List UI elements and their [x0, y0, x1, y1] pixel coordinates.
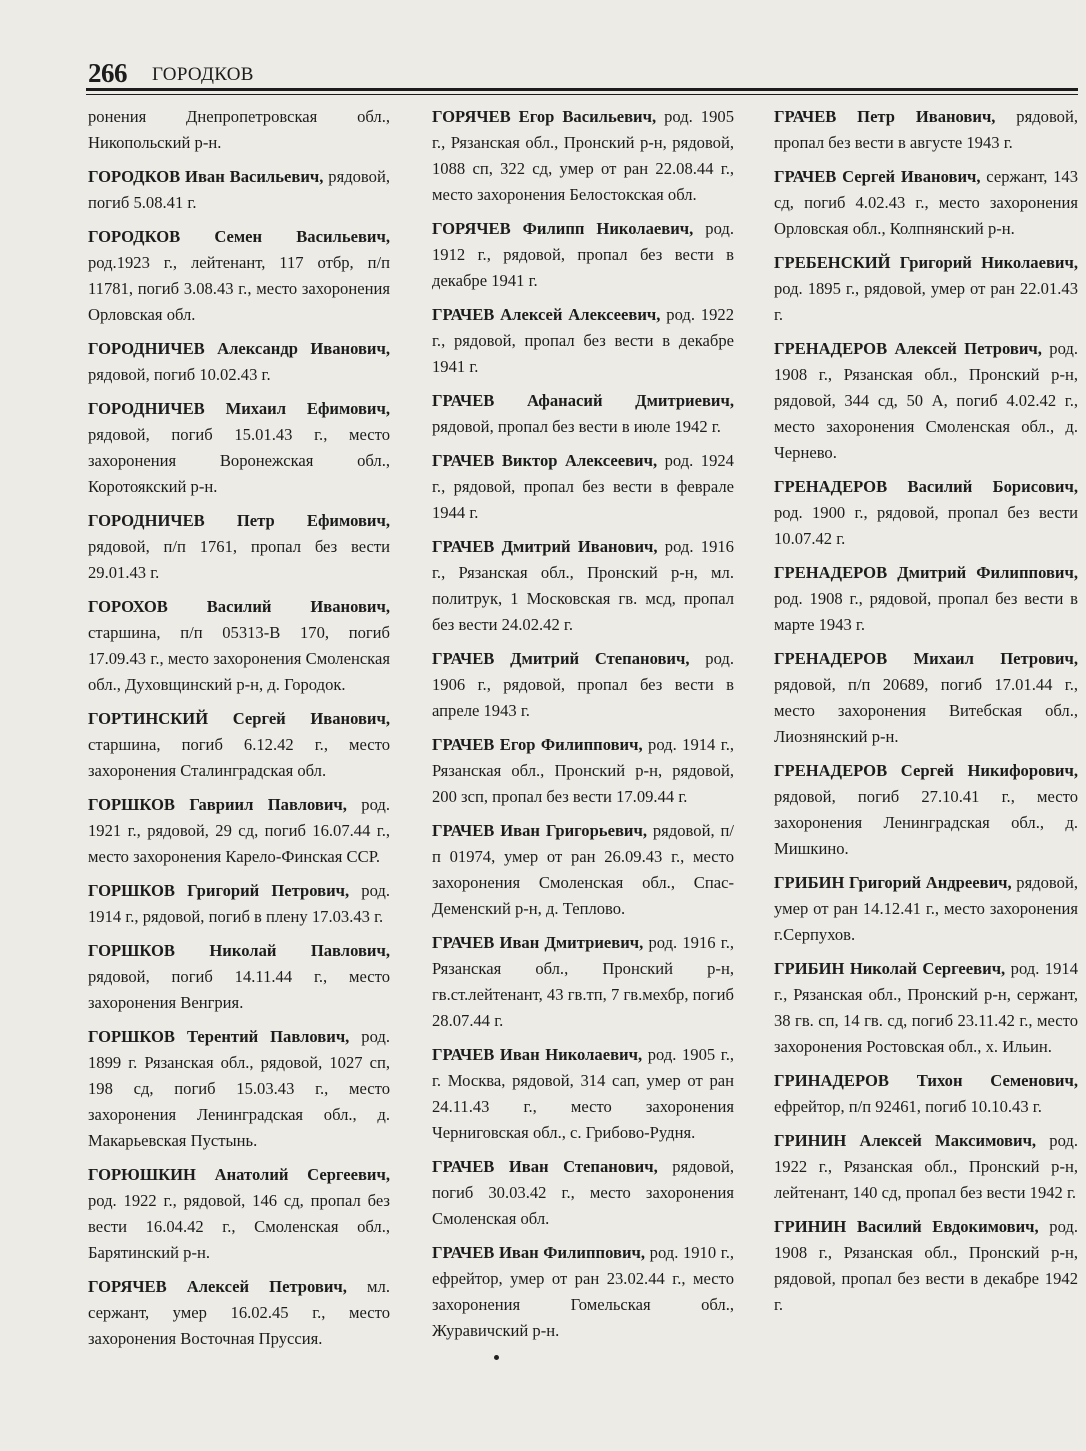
entry-name: ГРЕНАДЕРОВ Василий Борисович, — [774, 477, 1078, 496]
entry-name: ГРЕНАДЕРОВ Сергей Никифорович, — [774, 761, 1078, 780]
entry-details: род. 1906 г., рядовой, пропал без вести в апреле 1943 г. — [432, 649, 734, 720]
memorial-entry — [774, 1128, 1078, 1206]
entry-details: род. 1912 г., рядовой, пропал без вести в декабре 1941 г. — [432, 219, 734, 290]
entry-details: род. 1921 г., рядовой, 29 сд, погиб 16.07.44 г., место захоронения Карело-Финская ССР. — [88, 795, 390, 866]
memorial-entry — [432, 448, 734, 526]
page-header — [88, 58, 1078, 90]
entry-details: рядовой, погиб 14.11.44 г., место захоронения Венгрия. — [88, 967, 390, 1012]
memorial-entry — [432, 388, 734, 440]
memorial-entry — [432, 302, 734, 380]
entry-details: род. 1905 г., Рязанская обл., Пронский р-н, рядовой, 1088 сп, 322 сд, умер от ран 22.08.44 г., место захоронения Белостокская обл. — [432, 107, 734, 204]
entry-name: ГОРТИНСКИЙ Сергей Иванович, — [88, 709, 390, 728]
entry-details: старшина, погиб 6.12.42 г., место захоронения Сталинградская обл. — [88, 735, 390, 780]
entry-name: ГРИБИН Николай Сергеевич, — [774, 959, 1006, 978]
entry-details: рядовой, погиб 30.03.42 г., место захоронения Смоленская обл. — [432, 1157, 734, 1228]
entry-name: ГОРЯЧЕВ Филипп Николаевич, — [432, 219, 694, 238]
memorial-entry — [432, 104, 734, 208]
memorial-entry — [88, 1274, 390, 1352]
entry-name: ГОРЯЧЕВ Егор Васильевич, — [432, 107, 657, 126]
memorial-entry — [432, 732, 734, 810]
entry-name: ГРАЧЕВ Иван Степанович, — [432, 1157, 658, 1176]
memorial-entry — [88, 938, 390, 1016]
entry-name: ГРАЧЕВ Иван Дмитриевич, — [432, 933, 644, 952]
entry-name: ГРАЧЕВ Иван Филиппович, — [432, 1243, 646, 1262]
entry-details: род. 1908 г., Рязанская обл., Пронский р-н, рядовой, пропал без вести в декабре 1942 г. — [774, 1217, 1078, 1314]
entry-name: ГОРШКОВ Николай Павлович, — [88, 941, 390, 960]
entry-details: род. 1914 г., Рязанская обл., Пронский р-н, рядовой, 200 зсп, пропал без вести 17.09.44 г. — [432, 735, 735, 806]
entry-name: ГРАЧЕВ Сергей Иванович, — [774, 167, 981, 186]
memorial-entry — [432, 818, 734, 922]
entry-name: ГОРОДНИЧЕВ Александр Иванович, — [88, 339, 390, 358]
entry-details: род. 1908 г., рядовой, пропал без вести в марте 1943 г. — [774, 589, 1078, 634]
memorial-entry — [432, 1042, 734, 1146]
entry-details: рядовой, пропал без вести в июле 1942 г. — [432, 417, 721, 436]
entry-name: ГОРОДНИЧЕВ Михаил Ефимович, — [88, 399, 390, 418]
entry-name: ГОРОДКОВ Иван Васильевич, — [88, 167, 324, 186]
memorial-entry — [774, 758, 1078, 862]
memorial-entry — [774, 336, 1078, 466]
memorial-entry — [774, 956, 1078, 1060]
memorial-entry — [88, 336, 390, 388]
running-title: ГОРОДКОВ — [152, 64, 254, 85]
memorial-entry — [774, 474, 1078, 552]
entry-details: сержант, 143 сд, погиб 4.02.43 г., место захоронения Орловская обл., Колпнянский р-н. — [774, 167, 1078, 238]
memorial-entry — [432, 534, 734, 638]
entry-details: рядовой, п/п 1761, пропал без вести 29.01.43 г. — [88, 537, 390, 582]
entry-name: ГОРЯЧЕВ Алексей Петрович, — [88, 1277, 347, 1296]
entry-name: ГОРШКОВ Терентий Павлович, — [88, 1027, 350, 1046]
entry-name: ГОРОДКОВ Семен Васильевич, — [88, 227, 390, 246]
entry-details: род. 1922 г., рядовой, пропал без вести в декабре 1941 г. — [432, 305, 734, 376]
entry-name: ГРЕНАДЕРОВ Дмитрий Филиппович, — [774, 563, 1078, 582]
entry-name: ГОРОХОВ Василий Иванович, — [88, 597, 390, 616]
memorial-entry — [88, 706, 390, 784]
entry-name: ГРАЧЕВ Дмитрий Иванович, — [432, 537, 658, 556]
entry-details: ронения Днепропетровская обл., Никопольский р-н. — [88, 107, 390, 152]
entry-details: рядовой, погиб 15.01.43 г., место захоронения Воронежская обл., Коротоякский р-н. — [88, 425, 390, 496]
memorial-entry — [88, 508, 390, 586]
entry-details: род. 1900 г., рядовой, пропал без вести 10.07.42 г. — [774, 503, 1078, 548]
entry-details: род. 1916 г., Рязанская обл., Пронский р-н, гв.ст.лейтенант, 43 гв.тп, 7 гв.мехбр, погиб 28.07.44 г. — [432, 933, 734, 1030]
memorial-entry — [88, 396, 390, 500]
entry-name: ГОРШКОВ Гавриил Павлович, — [88, 795, 347, 814]
entry-name: ГРЕБЕНСКИЙ Григорий Николаевич, — [774, 253, 1078, 272]
entry-details: род. 1910 г., ефрейтор, умер от ран 23.02.44 г., место захоронения Гомельская обл., Журавичский р-н. — [432, 1243, 734, 1340]
text-column-3 — [774, 104, 1078, 1326]
header-rule-thick — [86, 88, 1078, 91]
entry-details: род. 1914 г., рядовой, погиб в плену 17.03.43 г. — [88, 881, 390, 926]
entry-details: род. 1908 г., Рязанская обл., Пронский р-н, рядовой, 344 сд, 50 А, погиб 4.02.42 г., место захоронения Смоленская обл., д. Чернево. — [774, 339, 1079, 462]
memorial-entry — [88, 164, 390, 216]
entry-name: ГРИНИН Василий Евдокимович, — [774, 1217, 1039, 1236]
entry-name: ГРАЧЕВ Алексей Алексеевич, — [432, 305, 661, 324]
header-rule-thin — [86, 94, 1078, 95]
entry-name: ГОРОДНИЧЕВ Петр Ефимович, — [88, 511, 390, 530]
entry-name: ГРАЧЕВ Петр Иванович, — [774, 107, 996, 126]
memorial-entry — [88, 878, 390, 930]
entry-details: род. 1905 г., г. Москва, рядовой, 314 сап, умер от ран 24.11.43 г., место захоронения Черниговская обл., с. Грибово-Рудня. — [432, 1045, 734, 1142]
memorial-entry — [774, 870, 1078, 948]
memorial-entry — [88, 1162, 390, 1266]
page-number: 266 — [88, 58, 127, 88]
text-column-2 — [432, 104, 734, 1352]
memorial-entry — [774, 560, 1078, 638]
entry-details: мл. сержант, умер 16.02.45 г., место захоронения Восточная Пруссия. — [88, 1277, 390, 1348]
text-column-1 — [88, 104, 390, 1360]
entry-details: род. 1924 г., рядовой, пропал без вести в феврале 1944 г. — [432, 451, 734, 522]
entry-name: ГОРЮШКИН Анатолий Сергеевич, — [88, 1165, 390, 1184]
memorial-entry — [774, 104, 1078, 156]
entry-details: рядовой, погиб 10.02.43 г. — [88, 365, 271, 384]
entry-details: рядовой, умер от ран 14.12.41 г., место захоронения г.Серпухов. — [774, 873, 1078, 944]
memorial-entry — [88, 104, 390, 156]
entry-details: род. 1922 г., рядовой, 146 сд, пропал без вести 16.04.42 г., Смоленская обл., Барятинский р-н. — [88, 1191, 390, 1262]
entry-name: ГРИНИН Алексей Максимович, — [774, 1131, 1037, 1150]
entry-name: ГРАЧЕВ Иван Григорьевич, — [432, 821, 647, 840]
entry-name: ГРАЧЕВ Дмитрий Степанович, — [432, 649, 690, 668]
entry-details: род. 1895 г., рядовой, умер от ран 22.01.43 г. — [774, 279, 1078, 324]
entry-name: ГРАЧЕВ Иван Николаевич, — [432, 1045, 643, 1064]
memorial-entry — [88, 594, 390, 698]
entry-details: рядовой, погиб 5.08.41 г. — [88, 167, 390, 212]
entry-name: ГРИНАДЕРОВ Тихон Семенович, — [774, 1071, 1078, 1090]
memorial-entry — [88, 792, 390, 870]
entry-name: ГРАЧЕВ Егор Филиппович, — [432, 735, 643, 754]
memorial-entry — [774, 164, 1078, 242]
entry-name: ГОРШКОВ Григорий Петрович, — [88, 881, 350, 900]
memorial-entry — [432, 646, 734, 724]
entry-details: рядовой, погиб 27.10.41 г., место захоронения Ленинградская обл., д. Мишкино. — [774, 787, 1078, 858]
entry-name: ГРИБИН Григорий Андреевич, — [774, 873, 1012, 892]
page-dot-mark — [494, 1355, 499, 1360]
entry-details: рядовой, пропал без вести в августе 1943 г. — [774, 107, 1078, 152]
memorial-entry — [432, 930, 734, 1034]
memorial-entry — [774, 1214, 1078, 1318]
entry-details: род. 1914 г., Рязанская обл., Пронский р-н, сержант, 38 гв. сп, 14 гв. сд, погиб 23.11.42 г., место захоронения Ростовская обл., х. Ильин. — [774, 959, 1078, 1056]
memorial-entry — [88, 1024, 390, 1154]
memorial-entry — [774, 250, 1078, 328]
memorial-entry — [88, 224, 390, 328]
entry-name: ГРЕНАДЕРОВ Алексей Петрович, — [774, 339, 1042, 358]
memorial-entry — [774, 1068, 1078, 1120]
entry-details: род.1923 г., лейтенант, 117 отбр, п/п 11781, погиб 3.08.43 г., место захоронения Орловская обл. — [88, 253, 390, 324]
entry-name: ГРАЧЕВ Виктор Алексеевич, — [432, 451, 658, 470]
memorial-entry — [432, 1154, 734, 1232]
memorial-entry — [774, 646, 1078, 750]
entry-name: ГРЕНАДЕРОВ Михаил Петрович, — [774, 649, 1078, 668]
entry-name: ГРАЧЕВ Афанасий Дмитриевич, — [432, 391, 734, 410]
entry-details: старшина, п/п 05313-В 170, погиб 17.09.43 г., место захоронения Смоленская обл., Духовщинский р-н, д. Городок. — [88, 623, 390, 694]
entry-details: род. 1922 г., Рязанская обл., Пронский р-н, лейтенант, 140 сд, пропал без вести 1942 г. — [774, 1131, 1078, 1202]
entry-details: ефрейтор, п/п 92461, погиб 10.10.43 г. — [774, 1097, 1042, 1116]
memorial-entry — [432, 216, 734, 294]
memorial-entry — [432, 1240, 734, 1344]
entry-details: род. 1899 г. Рязанская обл., рядовой, 1027 сп, 198 сд, погиб 15.03.43 г., место захоронения Ленинградская обл., д. Макарьевская Пустынь. — [88, 1027, 390, 1150]
entry-details: рядовой, п/п 01974, умер от ран 26.09.43 г., место захоронения Смоленская обл., Спас-Деменский р-н, д. Теплово. — [432, 821, 734, 918]
entry-details: рядовой, п/п 20689, погиб 17.01.44 г., место захоронения Витебская обл., Лиознянский р-н. — [774, 675, 1078, 746]
entry-details: род. 1916 г., Рязанская обл., Пронский р-н, мл. политрук, 1 Московская гв. мсд, пропал без вести 24.02.42 г. — [432, 537, 734, 634]
